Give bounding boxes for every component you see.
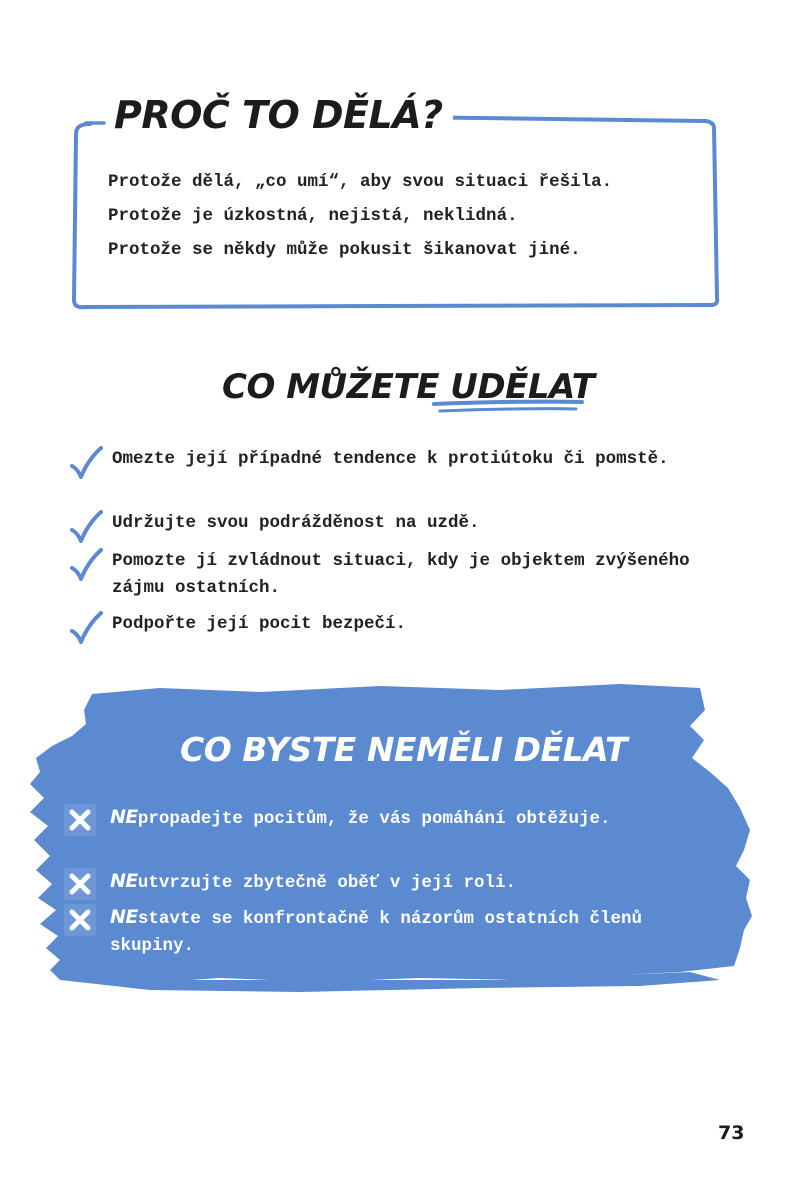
page-number: 73 <box>718 1122 745 1144</box>
x-mark-icon <box>64 904 96 936</box>
dont-do-title: CO BYSTE NEMĚLI DĚLAT <box>180 730 628 769</box>
dont-do-item <box>64 804 744 860</box>
x-mark-icon <box>64 868 96 900</box>
dont-do-body: propadejte pocitům, že vás pomáhání obtěžuje. <box>137 809 611 829</box>
dont-do-item <box>64 868 744 898</box>
checkmark-icon <box>68 548 104 582</box>
dont-do-prefix: NE <box>110 806 138 828</box>
dont-do-body: utvrzujte zbytečně oběť v její roli. <box>137 873 516 893</box>
can-do-text: Podpořte její pocit bezpečí. <box>112 614 407 634</box>
checkmark-icon <box>68 446 104 480</box>
dont-do-body: stavte se konfrontačně k názorům ostatních členů skupiny. <box>110 909 642 956</box>
why-reason: Protože se někdy může pokusit šikanovat jiné. <box>108 240 581 260</box>
why-title: PROČ TO DĚLÁ? <box>112 92 453 138</box>
can-do-item <box>68 548 708 604</box>
dont-do-text <box>110 868 710 897</box>
dont-do-prefix: NE <box>110 870 138 892</box>
why-reasons-list <box>108 168 612 270</box>
can-do-title-emphasis: UDĚLAT <box>450 367 595 407</box>
dont-do-text <box>110 804 710 833</box>
can-do-item <box>68 446 708 502</box>
why-reason: Protože dělá, „co umí“, aby svou situaci řešila. <box>108 172 613 192</box>
why-reason: Protože je úzkostná, nejistá, neklidná. <box>108 206 518 226</box>
title-underline <box>430 398 590 418</box>
can-do-text: Pomozte jí zvládnout situaci, kdy je objektem zvýšeného zájmu ostatních. <box>112 551 690 598</box>
can-do-text: Udržujte svou podrážděnost na uzdě. <box>112 513 480 533</box>
dont-do-item <box>64 904 744 960</box>
can-do-item <box>68 611 708 641</box>
checkmark-icon <box>68 510 104 544</box>
checkmark-icon <box>68 611 104 645</box>
dont-do-prefix: NE <box>110 906 138 928</box>
dont-do-text <box>110 904 710 960</box>
can-do-text: Omezte její případné tendence k protiútoku či pomstě. <box>112 449 669 469</box>
can-do-title-main: CO MŮŽETE <box>222 367 451 407</box>
can-do-item <box>68 510 708 540</box>
x-mark-icon <box>64 804 96 836</box>
